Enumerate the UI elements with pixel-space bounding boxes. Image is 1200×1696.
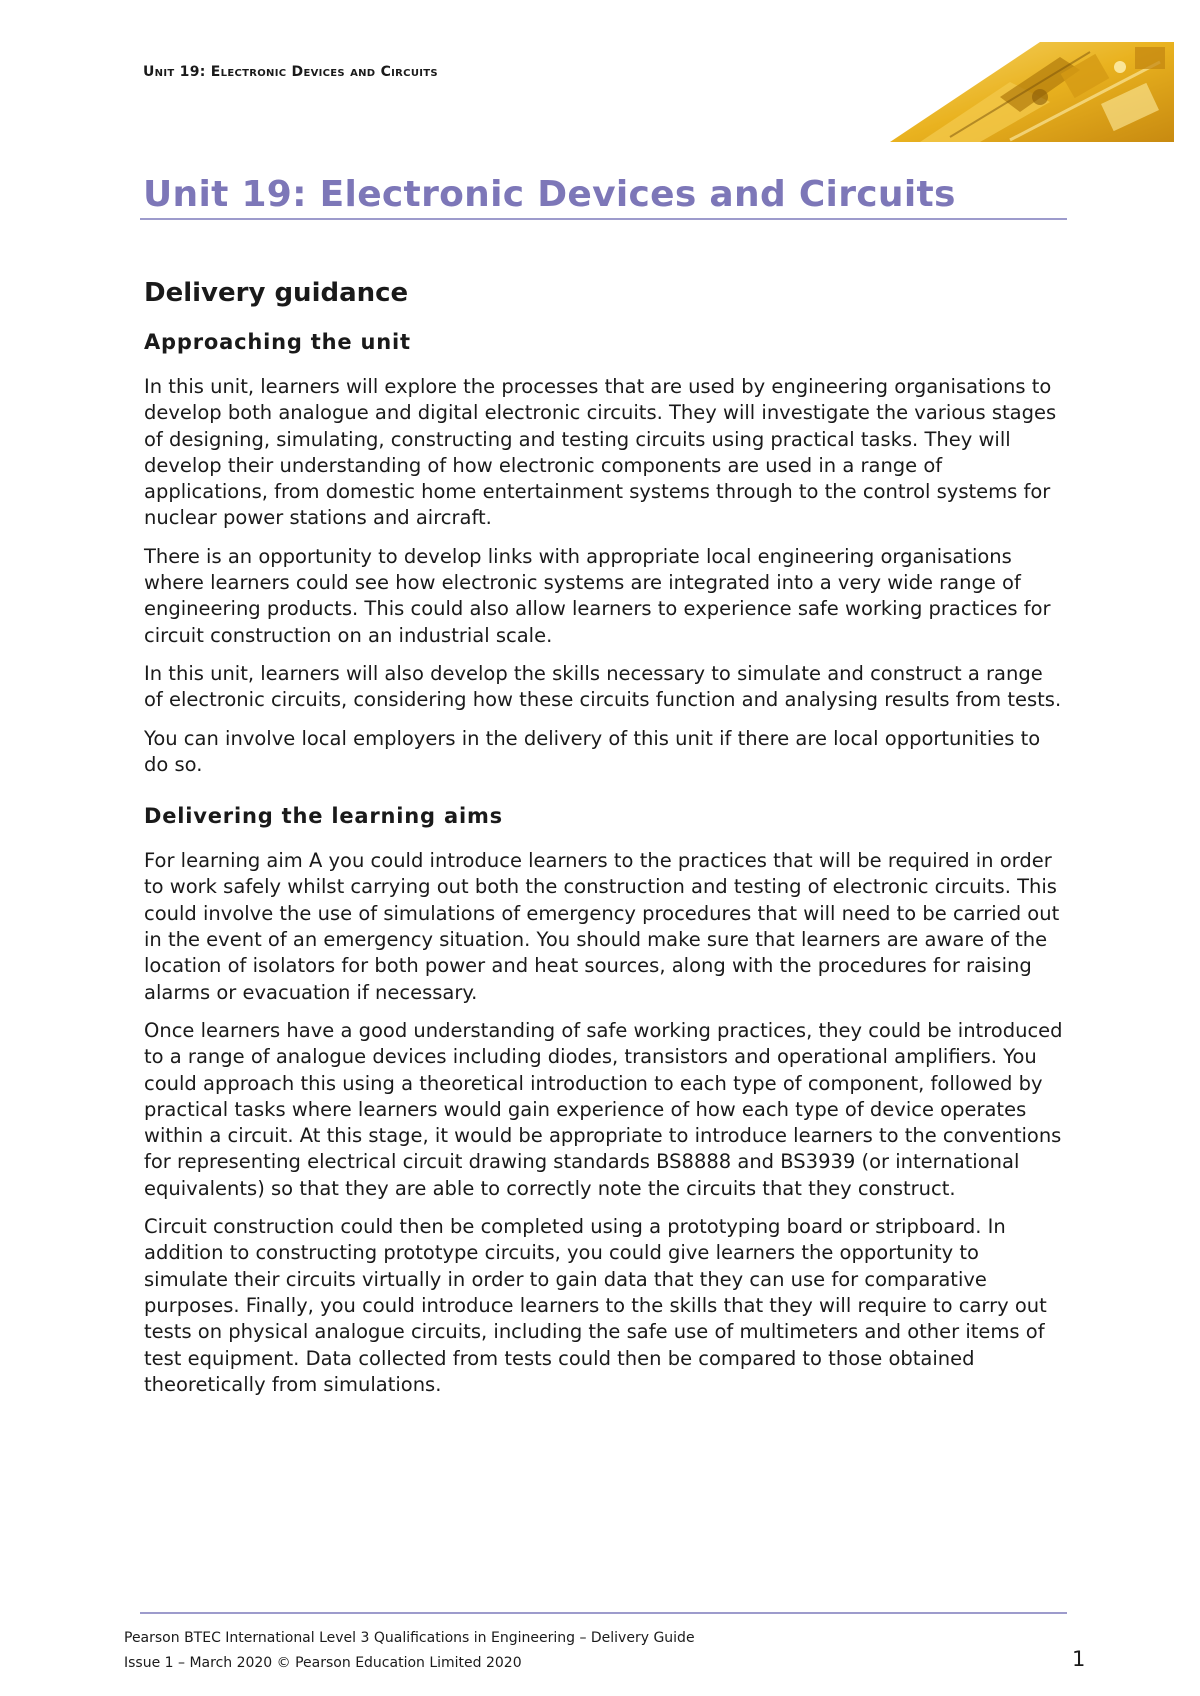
paragraph: You can involve local employers in the delivery of this unit if there are local opportunities to do so. <box>144 726 1041 776</box>
main-content <box>144 278 1064 1410</box>
paragraph: There is an opportunity to develop links with appropriate local engineering organisations where learners could see how electronic systems are integrated into a very wide range of engineering products. This could also allow learners to experience safe working practices for circuit construction on an industrial scale. <box>144 544 1051 647</box>
paragraph: Circuit construction could then be completed using a prototyping board or stripboard. In addition to constructing prototype circuits, you could give learners the opportunity to simulate their circuits virtually in order to gain data that they can use for comparative purposes. Finally, you could introduce learners to the skills that they will require to carry out tests on physical analogue circuits, including the safe use of multimeters and other items of test equipment. Data collected from tests could then be compared to those obtained theoretically from simulations. <box>144 1215 1047 1396</box>
learning-aims-heading: Delivering the learning aims <box>144 804 503 829</box>
delivery-guidance-heading: Delivery guidance <box>144 278 409 308</box>
page-number: 1 <box>1072 1647 1086 1671</box>
paragraph: For learning aim A you could introduce learners to the practices that will be required in order to work safely whilst carrying out both the construction and testing of electronic circuits. This could involve the use of simulations of emergency procedures that will need to be carried out in the event of an emergency situation. You should make sure that learners are aware of the location of isolators for both power and heat sources, along with the procedures for raising alarms or evacuation if necessary. <box>144 849 1060 1004</box>
paragraph: In this unit, learners will also develop the skills necessary to simulate and construct a range of electronic circuits, considering how these circuits function and analysing results from tests. <box>144 661 1062 712</box>
footer-publication-title: Pearson BTEC International Level 3 Qualifications in Engineering – Delivery Guide <box>124 1630 695 1646</box>
paragraph: Once learners have a good understanding of safe working practices, they could be introduced to a range of analogue devices including diodes, transistors and operational amplifiers. You could approach this using a theoretical introduction to each type of component, followed by practical tasks where learners would gain experience of how each type of device operates within a circuit. At this stage, it would be appropriate to introduce learners to the conventions for representing electrical circuit drawing standards BS8888 and BS3939 (or international equivalents) so that they are able to correctly note the circuits that they construct. <box>144 1018 1063 1200</box>
page-title: Unit 19: Electronic Devices and Circuits <box>143 174 956 215</box>
paragraph: In this unit, learners will explore the processes that are used by engineering organisations to develop both analogue and digital electronic circuits. They will investigate the various stages of designing, simulating, constructing and testing circuits using practical tasks. They will develop their understanding of how electronic components are used in a range of applications, from domestic home entertainment systems through to the control systems for nuclear power stations and aircraft. <box>144 375 1057 530</box>
footer-divider <box>140 1612 1067 1614</box>
footer-issue-copyright: Issue 1 – March 2020 © Pearson Education Limited 2020 <box>124 1655 522 1671</box>
circuit-board-header-image <box>890 42 1174 142</box>
title-divider <box>140 218 1067 220</box>
approaching-unit-heading: Approaching the unit <box>144 330 411 354</box>
running-header: Unit 19: Electronic Devices and Circuits <box>143 64 438 80</box>
